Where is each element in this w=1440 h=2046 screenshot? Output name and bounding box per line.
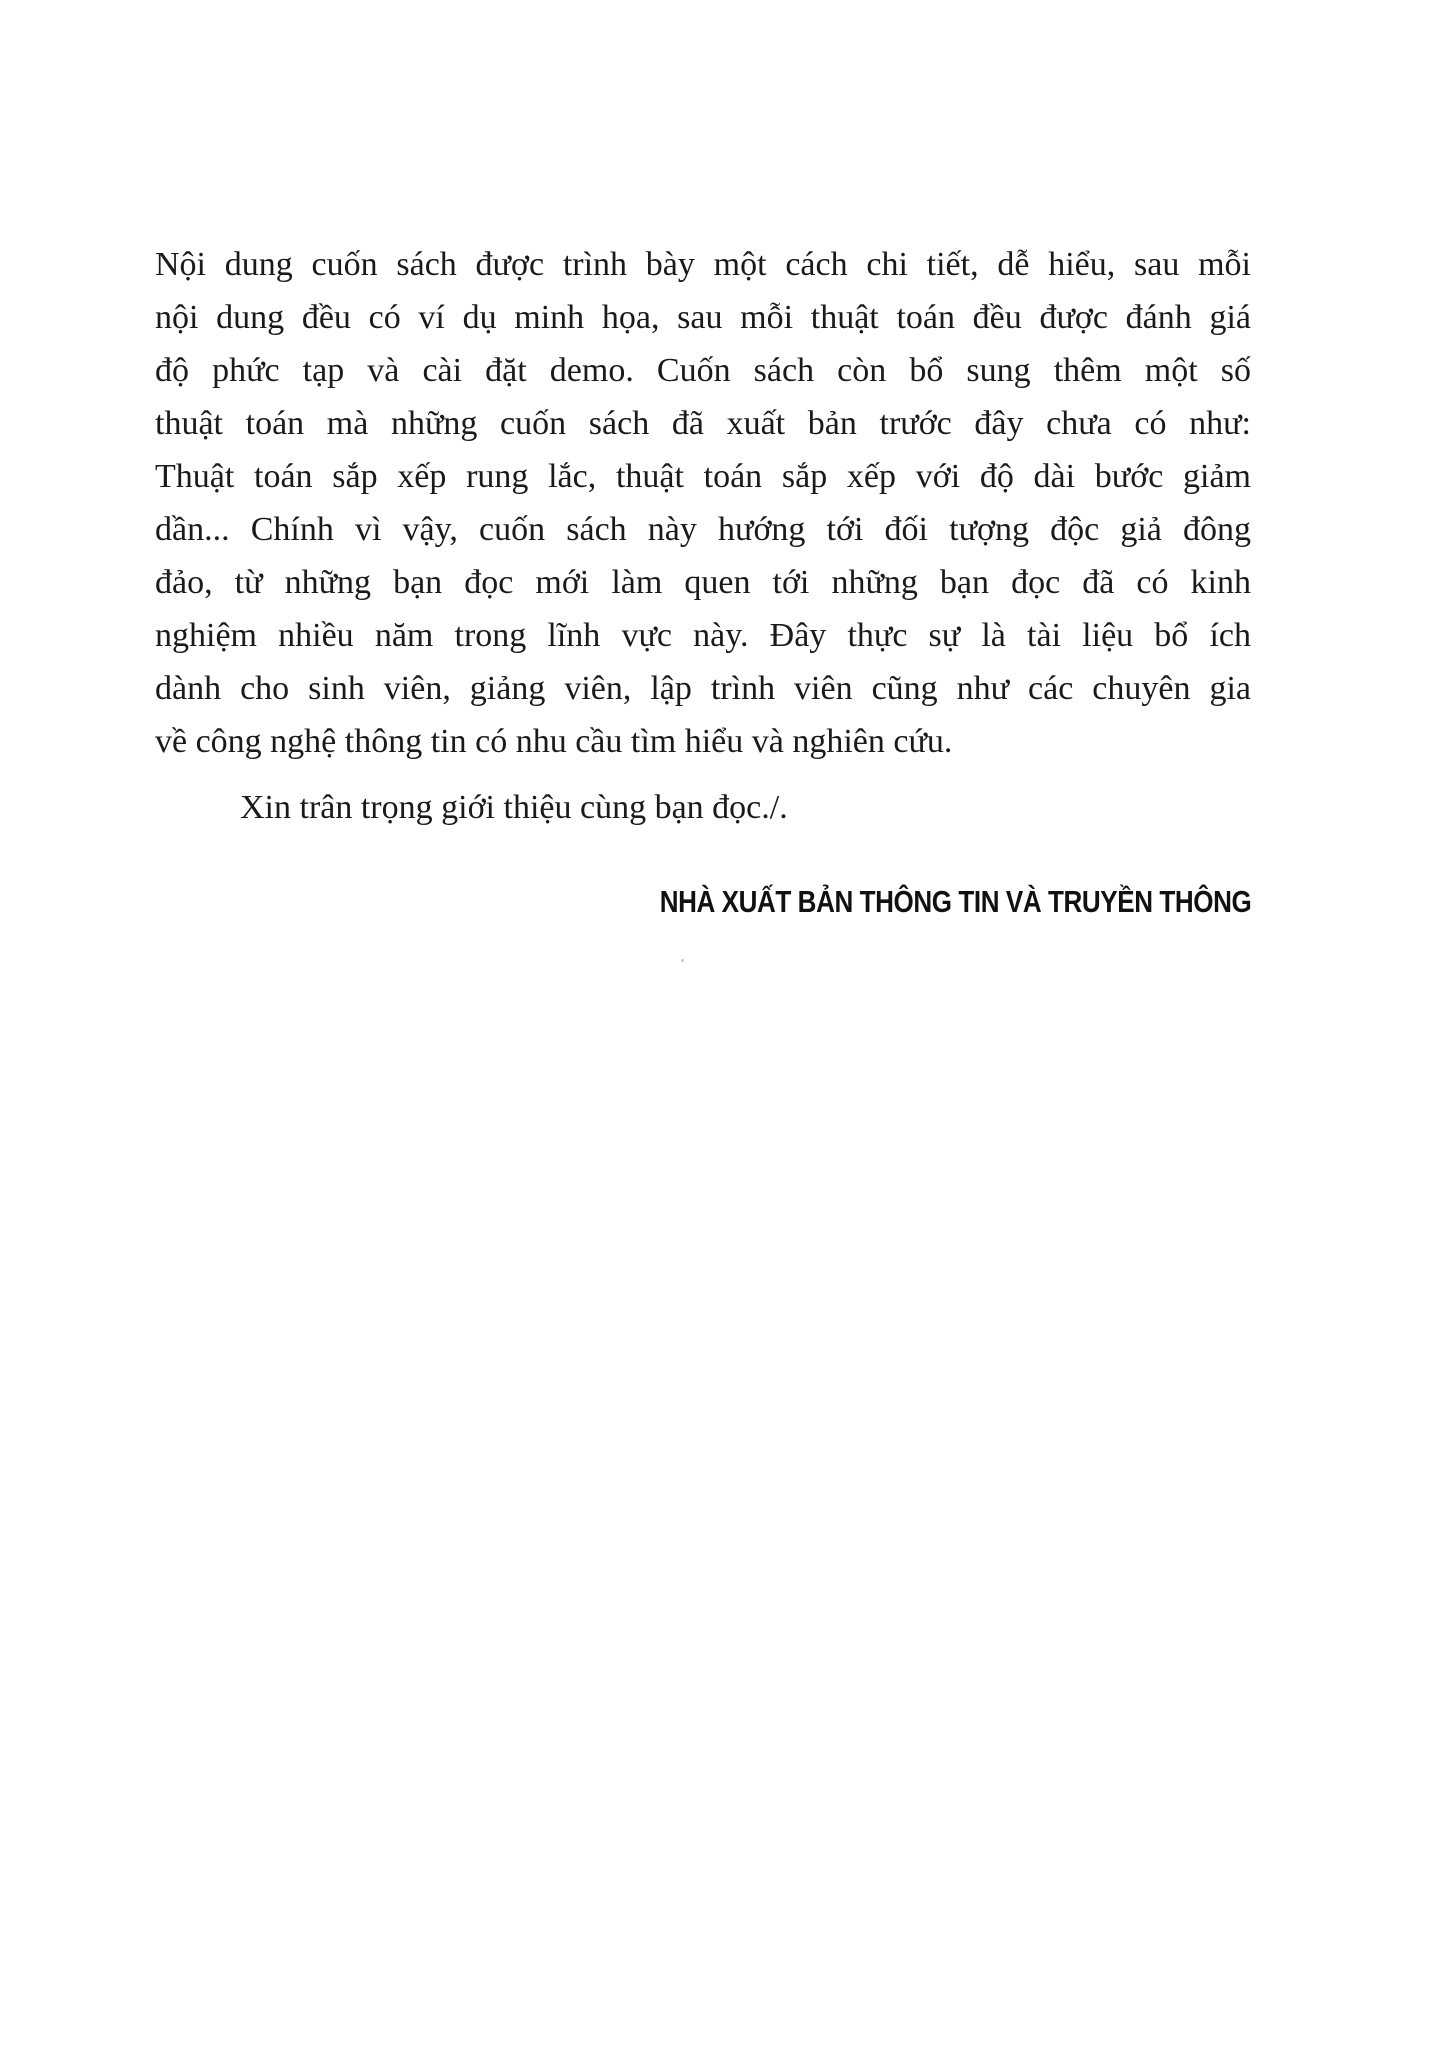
paragraph-line: về công nghệ thông tin có nhu cầu tìm hiểu và nghiên cứu. (155, 723, 953, 760)
paragraph-line: nghiệm nhiều năm trong lĩnh vực này. Đây thực sự là tài liệu bổ ích (155, 617, 1251, 654)
paragraph-line: nội dung đều có ví dụ minh họa, sau mỗi thuật toán đều được đánh giá (155, 299, 1251, 336)
paragraph-line: thuật toán mà những cuốn sách đã xuất bản trước đây chưa có như: (155, 405, 1251, 442)
paragraph-line: dành cho sinh viên, giảng viên, lập trình viên cũng như các chuyên gia (155, 670, 1251, 707)
closing-remark: Xin trân trọng giới thiệu cùng bạn đọc./. (240, 789, 788, 826)
body-paragraph (155, 238, 1251, 768)
paragraph-line: Thuật toán sắp xếp rung lắc, thuật toán sắp xếp với độ dài bước giảm (155, 458, 1251, 495)
scan-speck (681, 959, 684, 962)
paragraph-line: độ phức tạp và cài đặt demo. Cuốn sách còn bổ sung thêm một số (155, 352, 1251, 389)
paragraph-line: dần... Chính vì vậy, cuốn sách này hướng tới đối tượng độc giả đông (155, 511, 1251, 548)
publisher-signature: NHÀ XUẤT BẢN THÔNG TIN VÀ TRUYỀN THÔNG (659, 884, 1251, 919)
paragraph-line: đảo, từ những bạn đọc mới làm quen tới những bạn đọc đã có kinh (155, 564, 1251, 601)
paragraph-line: Nội dung cuốn sách được trình bày một cách chi tiết, dễ hiểu, sau mỗi (155, 246, 1251, 283)
